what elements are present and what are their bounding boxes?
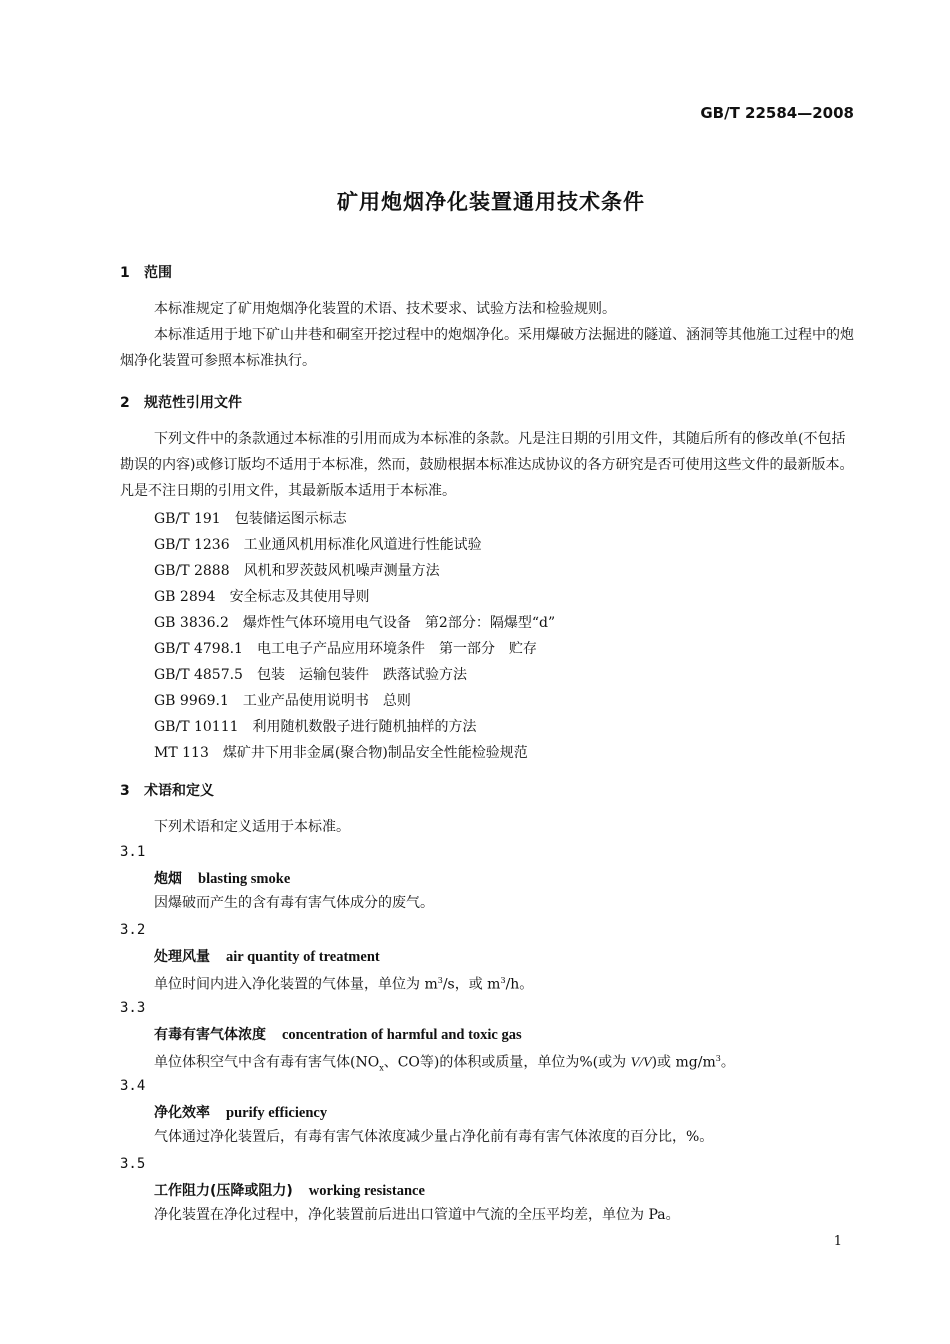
reference-title: 风机和罗茨鼓风机噪声测量方法	[243, 563, 440, 579]
term-definition	[154, 968, 533, 998]
reference-code: GB 2894	[154, 589, 216, 605]
section-1-heading	[120, 262, 172, 282]
reference-code: GB/T 191	[154, 511, 221, 527]
reference-code: GB 9969.1	[154, 693, 229, 709]
definition-text: /h。	[505, 976, 534, 993]
definition-text: 。	[720, 1054, 735, 1071]
superscript: 3	[500, 976, 506, 985]
reference-title: 包装 运输包装件 跌落试验方法	[256, 667, 467, 683]
section-1-paragraph-2: 本标准适用于地下矿山井巷和硐室开挖过程中的炮烟净化。采用爆破方法掘进的隧道、涵洞等其他施工过程中的炮烟净化装置可参照本标准执行。	[120, 327, 854, 369]
term-english: concentration of harmful and toxic gas	[282, 1027, 522, 1043]
reference-title: 工业产品使用说明书 总则	[242, 693, 411, 709]
italic-ratio: V/V	[630, 1055, 652, 1071]
subscript: x	[379, 1063, 384, 1073]
term-english: air quantity of treatment	[226, 949, 380, 965]
standard-number: GB/T 22584—2008	[700, 104, 854, 122]
reference-title: 工业通风机用标准化风道进行性能试验	[243, 537, 482, 553]
reference-title: 包装储运图示标志	[234, 511, 347, 527]
page-number: 1	[833, 1234, 842, 1249]
clause-number: 3.5	[120, 1156, 146, 1172]
reference-title: 利用随机数骰子进行随机抽样的方法	[252, 719, 477, 735]
section-number: 3	[120, 783, 130, 799]
term-english: working resistance	[308, 1183, 425, 1199]
term-definition: 气体通过净化装置后，有毒有害气体浓度减少量占净化前有毒有害气体浓度的百分比，%。	[154, 1129, 714, 1145]
term-english: purify efficiency	[226, 1105, 328, 1121]
section-number: 2	[120, 395, 130, 411]
section-3-heading	[120, 780, 214, 800]
term-definition	[154, 1046, 735, 1081]
reference-item	[154, 716, 477, 736]
term-chinese: 工作阻力(压降或阻力)	[154, 1183, 293, 1199]
section-2-paragraph-1: 下列文件中的条款通过本标准的引用而成为本标准的条款。凡是注日期的引用文件，其随后所有的修改单(不包括勘误的内容)或修订版均不适用于本标准，然而，鼓励根据本标准达成协议的各方研究是否可使用这些文件的最新版本。凡是不注日期的引用文件，其最新版本适用于本标准。	[120, 431, 854, 499]
section-2-heading	[120, 392, 242, 412]
reference-code: GB/T 4798.1	[154, 641, 243, 657]
reference-item	[154, 534, 482, 554]
reference-item	[154, 638, 537, 658]
term-heading	[154, 868, 290, 888]
term-heading	[154, 1024, 522, 1044]
reference-code: GB 3836.2	[154, 615, 229, 631]
reference-title: 电工电子产品应用环境条件 第一部分 贮存	[256, 641, 537, 657]
reference-item	[154, 586, 370, 606]
term-heading	[154, 946, 380, 966]
term-definition: 净化装置在净化过程中，净化装置前后进出口管道中气流的全压平均差，单位为 Pa。	[154, 1207, 680, 1223]
section-number: 1	[120, 265, 130, 281]
reference-title: 安全标志及其使用导则	[229, 589, 370, 605]
section-3-paragraph-1: 下列术语和定义适用于本标准。	[154, 819, 350, 835]
section-title: 术语和定义	[144, 783, 214, 799]
reference-code: GB/T 4857.5	[154, 667, 243, 683]
clause-number: 3.2	[120, 922, 146, 938]
section-1-paragraph-1: 本标准规定了矿用炮烟净化装置的术语、技术要求、试验方法和检验规则。	[154, 301, 616, 317]
reference-code: GB/T 2888	[154, 563, 230, 579]
superscript: 3	[715, 1054, 721, 1063]
reference-code: GB/T 1236	[154, 537, 230, 553]
definition-text: 、CO等)的体积或质量，单位为%(或为	[383, 1054, 631, 1071]
reference-item	[154, 612, 555, 632]
document-title: 矿用炮烟净化装置通用技术条件	[337, 190, 645, 214]
definition-text: 单位时间内进入净化装置的气体量，单位为 m	[154, 976, 438, 993]
section-title: 规范性引用文件	[144, 395, 242, 411]
reference-item	[154, 742, 528, 762]
reference-item	[154, 664, 467, 684]
reference-title: 煤矿井下用非金属(聚合物)制品安全性能检验规范	[222, 745, 528, 761]
reference-item	[154, 508, 347, 528]
term-chinese: 有毒有害气体浓度	[154, 1027, 266, 1043]
term-heading	[154, 1180, 425, 1200]
section-title: 范围	[144, 265, 172, 281]
clause-number: 3.3	[120, 1000, 146, 1016]
reference-code: GB/T 10111	[154, 719, 239, 735]
term-chinese: 净化效率	[154, 1105, 210, 1121]
definition-text: 单位体积空气中含有毒有害气体(NO	[154, 1054, 380, 1071]
reference-title: 爆炸性气体环境用电气设备 第2部分：隔爆型“d”	[242, 615, 556, 631]
clause-number: 3.1	[120, 844, 146, 860]
definition-text: /s，或 m	[442, 976, 501, 993]
reference-item	[154, 690, 411, 710]
term-chinese: 炮烟	[154, 871, 182, 887]
reference-code: MT 113	[154, 745, 209, 761]
superscript: 3	[437, 976, 443, 985]
clause-number: 3.4	[120, 1078, 146, 1094]
term-english: blasting smoke	[198, 871, 291, 887]
term-chinese: 处理风量	[154, 949, 210, 965]
term-heading	[154, 1102, 327, 1122]
definition-text: )或 mg/m	[651, 1054, 716, 1071]
term-definition: 因爆破而产生的含有毒有害气体成分的废气。	[154, 895, 434, 911]
reference-item	[154, 560, 440, 580]
